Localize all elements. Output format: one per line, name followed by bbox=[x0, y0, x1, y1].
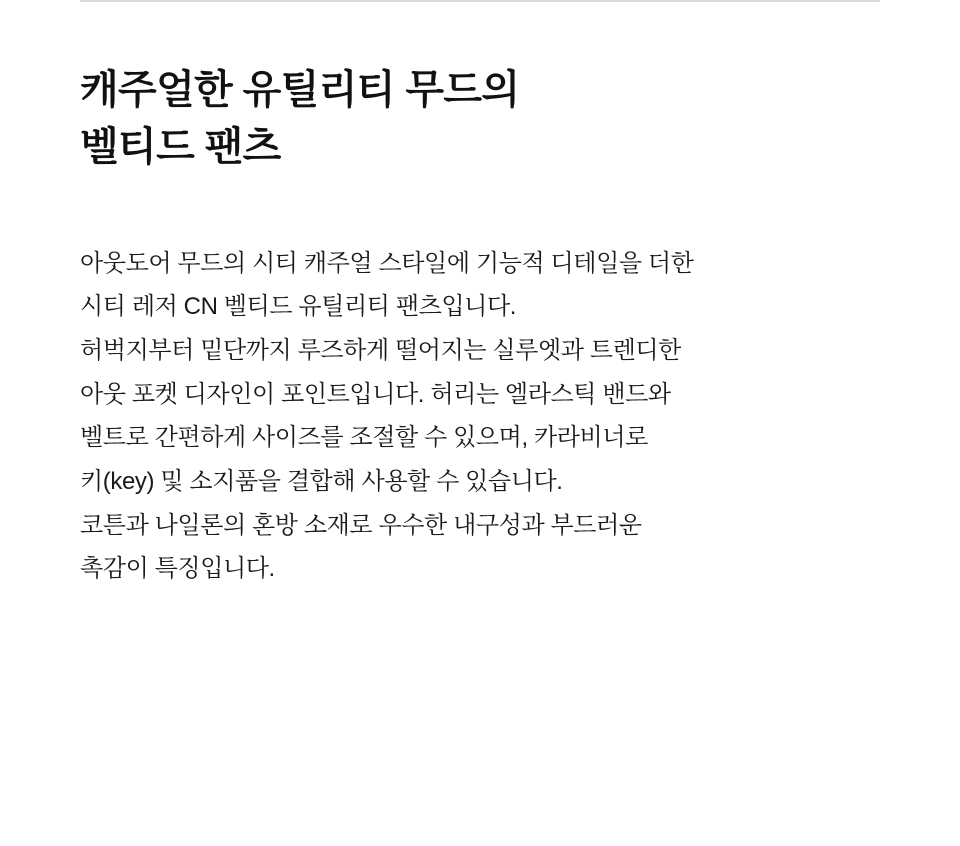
description-line-5: 벨트로 간편하게 사이즈를 조절할 수 있으며, 카라비너로 bbox=[80, 424, 648, 452]
product-description-text bbox=[80, 176, 900, 591]
content-column bbox=[80, 0, 900, 591]
description-line-3: 허벅지부터 밑단까지 루즈하게 떨어지는 실루엣과 트렌디한 bbox=[80, 336, 681, 364]
page-title-line-2: 벨티드 팬츠 bbox=[80, 124, 281, 169]
description-line-8: 촉감이 특징입니다. bbox=[80, 555, 275, 583]
page-title bbox=[80, 0, 900, 176]
description-line-4: 아웃 포켓 디자인이 포인트입니다. 허리는 엘라스틱 밴드와 bbox=[80, 380, 671, 408]
description-line-6: 키(key) 및 소지품을 결합해 사용할 수 있습니다. bbox=[80, 467, 563, 495]
description-line-2: 시티 레저 CN 벨티드 유틸리티 팬츠입니다. bbox=[80, 293, 517, 321]
description-line-7: 코튼과 나일론의 혼방 소재로 우수한 내구성과 부드러운 bbox=[80, 511, 642, 539]
page-title-line-1: 캐주얼한 유틸리티 무드의 bbox=[80, 68, 520, 112]
description-line-1: 아웃도어 무드의 시티 캐주얼 스타일에 기능적 디테일을 더한 bbox=[80, 249, 694, 277]
